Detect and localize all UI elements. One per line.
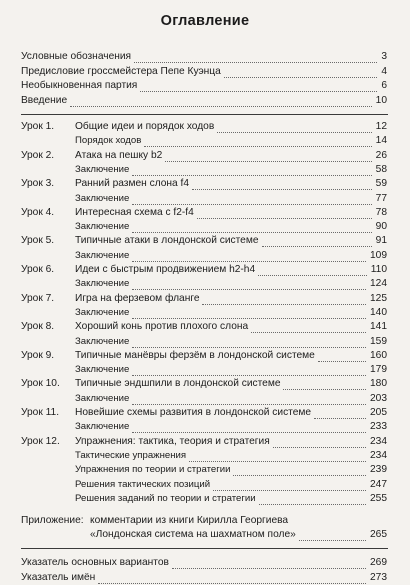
lesson-entry[interactable] [0,206,410,220]
entry-title: Интересная схема с f2-f4 [75,206,194,218]
entry-title: Тактические упражнения [75,449,187,461]
dotted-leader [197,217,372,219]
lesson-label: Урок 2. [21,149,55,161]
subsection-entry[interactable] [0,478,410,492]
page-number: 58 [375,163,387,175]
dotted-leader [251,331,366,333]
entry-title: Заключение [75,163,130,175]
entry-title: Новейшие схемы развития в лондонской системе [75,407,312,418]
page-number: 180 [370,378,387,390]
lesson-label: Урок 11. [21,407,60,418]
entry-title: Заключение [75,221,130,233]
dotted-leader [258,274,367,276]
section-divider [21,114,388,115]
page-number: 4 [381,65,387,77]
page-number: 3 [381,51,387,62]
page-number: 110 [370,264,387,275]
dotted-leader [224,76,378,78]
dotted-leader [318,360,366,362]
page-number: 14 [375,135,387,147]
subsection-entry[interactable] [0,420,410,434]
entry-title: Заключение [75,192,130,204]
entry-title: Типичные эндшпили в лондонской системе [75,378,281,390]
toc-entry[interactable] [0,65,410,79]
dotted-leader [202,303,366,305]
lesson-entry[interactable] [0,406,410,420]
page-number: 140 [370,306,387,318]
dotted-leader [140,90,377,92]
lesson-label: Урок 4. [21,206,55,218]
dotted-leader [132,431,366,433]
entry-title: Решения заданий по теории и стратегии [75,492,256,504]
lesson-label: Урок 1. [21,121,55,132]
page-number: 239 [370,464,387,476]
appendix-entry-line2[interactable] [0,528,410,542]
entry-title: Игра на ферзевом фланге [75,292,200,304]
toc-entry[interactable] [0,50,410,64]
entry-title: Заключение [75,364,130,376]
lesson-entry[interactable] [0,234,410,248]
lesson-entry[interactable] [0,177,410,191]
dotted-leader [283,388,366,390]
dotted-leader [70,105,372,107]
entry-title: Заключение [75,392,130,404]
lesson-entry[interactable] [0,349,410,363]
subsection-entry[interactable] [0,220,410,234]
page-number: 273 [370,572,387,583]
dotted-leader [192,188,372,190]
dotted-leader [132,203,371,205]
dotted-leader [132,317,366,319]
subsection-entry[interactable] [0,163,410,177]
page-number: 90 [375,221,387,233]
lesson-label: Урок 3. [21,178,55,190]
page-number: 205 [370,407,387,418]
entry-title: Упражнения по теории и стратегии [75,464,231,476]
lesson-entry[interactable] [0,377,410,391]
entry-title: Идеи с быстрым продвижением h2-h4 [75,264,256,275]
page-number: 234 [370,449,387,461]
page-number: 203 [370,392,387,404]
dotted-leader [217,131,371,133]
entry-title: Общие идеи и порядок ходов [75,121,215,132]
lesson-entry[interactable] [0,149,410,163]
dotted-leader [259,503,366,505]
appendix-entry[interactable] [0,514,410,528]
page-number: 265 [370,529,387,541]
entry-title: Хороший конь против плохого слона [75,321,249,333]
dotted-leader [213,489,366,491]
page-number: 109 [370,249,387,261]
page-number: 233 [370,421,387,433]
subsection-entry[interactable] [0,277,410,291]
lesson-label: Урок 9. [21,349,55,361]
page-number: 124 [370,278,387,290]
subsection-entry[interactable] [0,335,410,349]
lesson-label: Урок 12. [21,435,60,447]
dotted-leader [132,403,366,405]
page-number: 10 [375,94,387,106]
lesson-label: Урок 6. [21,264,55,275]
page-number: 159 [370,335,387,347]
entry-title: Ранний размен слона f4 [75,178,190,190]
dotted-leader [172,567,366,569]
page-number: 179 [370,364,387,376]
toc-entry[interactable] [0,79,410,93]
dotted-leader [233,474,366,476]
entry-title: Указатель имён [21,572,96,583]
page-number: 255 [370,492,387,504]
subsection-entry[interactable] [0,492,410,506]
page-number: 59 [375,178,387,190]
dotted-leader [132,231,371,233]
dotted-leader [98,582,366,584]
lesson-label: Урок 8. [21,321,55,333]
dotted-leader [132,260,366,262]
page-number: 247 [370,478,387,490]
lesson-entry[interactable] [0,263,410,277]
dotted-leader [144,145,371,147]
entry-title: Введение [21,94,68,106]
entry-title: Упражнения: тактика, теория и стратегия [75,435,270,447]
entry-title: Типичные атаки в лондонской системе [75,235,259,247]
entry-title: Заключение [75,306,130,318]
toc-entry[interactable] [0,94,410,108]
page-number: 125 [370,292,387,304]
entry-title: Заключение [75,249,130,261]
dotted-leader [299,539,366,541]
dotted-leader [189,460,366,462]
page-number: 160 [370,349,387,361]
page-number: 77 [375,192,387,204]
section-divider [21,548,388,549]
page-number: 6 [381,80,387,92]
page-number: 91 [375,235,387,247]
dotted-leader [132,374,366,376]
entry-title: Атака на пешку b2 [75,149,163,161]
entry-title: Предисловие гроссмейстера Пепе Куэнца [21,65,221,77]
subsection-entry[interactable] [0,192,410,206]
entry-title: Порядок ходов [75,135,142,147]
dotted-leader [165,160,371,162]
entry-title: Заключение [75,421,130,433]
lesson-label: Урок 7. [21,292,55,304]
entry-title: Необыкновенная партия [21,80,138,92]
lesson-entry[interactable] [0,320,410,334]
entry-title: Указатель основных вариантов [21,557,169,569]
dotted-leader [132,174,371,176]
entry-title: Заключение [75,278,130,290]
page-number: 141 [370,321,387,333]
dotted-leader [134,61,377,63]
lesson-label: Урок 10. [21,378,60,390]
dotted-leader [314,417,366,419]
subsection-entry[interactable] [0,363,410,377]
lesson-entry[interactable] [0,435,410,449]
entry-title: Решения тактических позиций [75,478,211,490]
lesson-label: Приложение: [21,515,84,527]
subsection-entry[interactable] [0,463,410,477]
page-number: 269 [370,557,387,569]
page-number: 78 [375,206,387,218]
page-number: 234 [370,435,387,447]
page-number: 26 [375,149,387,161]
entry-title: Заключение [75,335,130,347]
entry-title: Условные обозначения [21,51,132,62]
subsection-entry[interactable] [0,392,410,406]
lesson-label: Урок 5. [21,235,55,247]
entry-title: «Лондонская система на шахматном поле» [90,529,296,541]
lesson-entry[interactable] [0,120,410,134]
subsection-entry[interactable] [0,306,410,320]
dotted-leader [132,288,366,290]
page-title: Оглавление [160,13,250,29]
lesson-entry[interactable] [0,292,410,306]
subsection-entry[interactable] [0,249,410,263]
page-number: 12 [375,121,387,132]
dotted-leader [262,245,372,247]
entry-title: комментарии из книги Кирилла Георгиева [90,515,289,527]
entry-title: Типичные манёвры ферзём в лондонской системе [75,349,315,361]
dotted-leader [132,346,366,348]
index-entry[interactable] [0,556,410,570]
subsection-entry[interactable] [0,134,410,148]
dotted-leader [273,446,366,448]
subsection-entry[interactable] [0,449,410,463]
index-entry[interactable] [0,571,410,585]
